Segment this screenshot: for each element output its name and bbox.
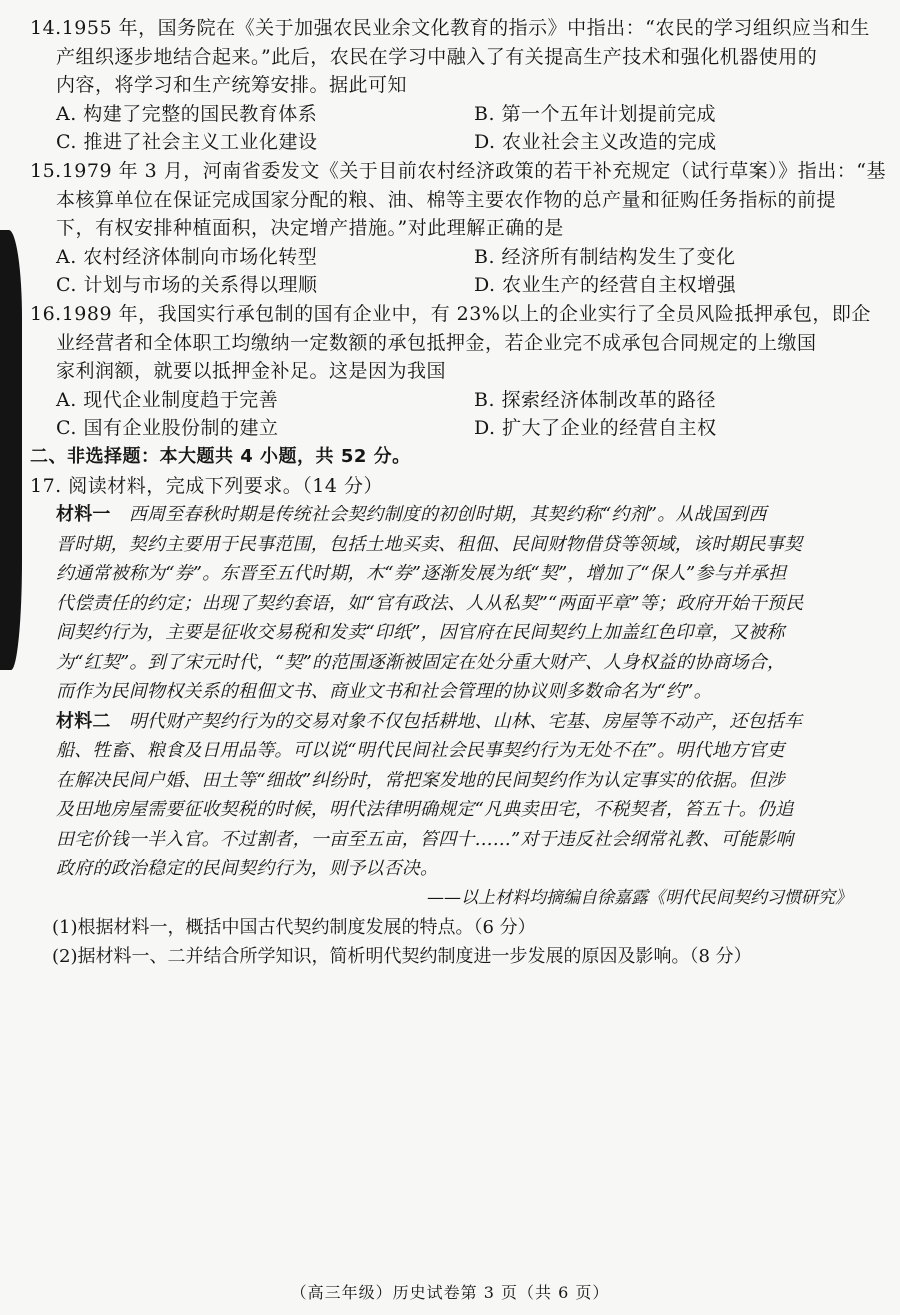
sub-question-2: (2)据材料一、二并结合所学知识，简析明代契约制度进一步发展的原因及影响。（8 分） xyxy=(52,945,752,967)
material-text-line: 代偿责任的约定；出现了契约套语，如“官有政法、人从私契”“两面平章”等；政府开始干预民 xyxy=(56,592,804,614)
options-row xyxy=(30,128,860,157)
material-text-line: 及田地房屋需要征收契税的时候，明代法律明确规定“凡典卖田宅，不税契者，笞五十。仍追 xyxy=(56,799,794,821)
material-text-line: 政府的政治稳定的民间契约行为，则予以否决。 xyxy=(56,858,439,880)
material-text-line: 而作为民间物权关系的租佃文书、商业文书和社会管理的协议则多数命名为“约”。 xyxy=(56,681,712,703)
material-text-line: 晋时期，契约主要用于民事范围，包括土地买卖、租佃、民间财物借贷等领域，该时期民事契 xyxy=(56,533,803,555)
option-a: A. 农村经济体制向市场化转型 xyxy=(56,245,318,268)
question-stem-line: 业经营者和全体职工均缴纳一定数额的承包抵押金，若企业完不成承包合同规定的上缴国 xyxy=(56,331,817,354)
question-stem-line: 本核算单位在保证完成国家分配的粮、油、棉等主要农作物的总产量和征购任务指标的前提 xyxy=(56,188,837,211)
option-d: D. 扩大了企业的经营自主权 xyxy=(474,417,717,440)
sub-question-1: (1)根据材料一，概括中国古代契约制度发展的特点。（6 分） xyxy=(52,916,536,938)
page-footer: （高三年级）历史试卷第 3 页（共 6 页） xyxy=(290,1283,610,1302)
question-stem: 17. 阅读材料，完成下列要求。（14 分） xyxy=(30,474,383,497)
option-c: C. 国有企业股份制的建立 xyxy=(56,417,279,440)
material-text-line: 西周至春秋时期是传统社会契约制度的初创时期，其契约称“约剂”。从战国到西 xyxy=(128,504,767,526)
question-stem-line: 内容，将学习和生产统筹安排。据此可知 xyxy=(56,74,408,97)
question-stem-line: 家利润额，就要以抵押金补足。这是因为我国 xyxy=(56,360,447,383)
material-text-line: 间契约行为，主要是征收交易税和发卖“印纸”，因官府在民间契约上加盖红色印章，又被称 xyxy=(56,622,785,644)
question-14 xyxy=(30,14,870,157)
material-two xyxy=(30,707,860,884)
question-stem-line: 产组织逐步地结合起来。”此后，农民在学习中融入了有关提高生产技术和强化机器使用的 xyxy=(56,45,818,68)
material-text-line: 约通常被称为“券”。东晋至五代时期，木“券”逐渐发展为纸“契”，增加了“保人”参与并承担 xyxy=(56,563,787,585)
material-text-line: 在解决民间户婚、田土等“细故”纠纷时，常把案发地的民间契约作为认定事实的依据。但涉 xyxy=(56,769,785,791)
material-text-line: 田宅价钱一半入官。不过割者，一亩至五亩，笞四十……”对于违反社会纲常礼教、可能影响 xyxy=(56,828,794,850)
scan-shadow xyxy=(0,230,22,670)
question-stem-line: 下，有权安排种植面积，决定增产措施。”对此理解正确的是 xyxy=(56,217,564,240)
option-d: D. 农业社会主义改造的完成 xyxy=(474,131,717,154)
question-stem-line: 16.1989 年，我国实行承包制的国有企业中，有 23%以上的企业实行了全员风险抵押承包，即企 xyxy=(30,302,871,325)
question-stem-line: 15.1979 年 3 月，河南省委发文《关于目前农村经济政策的若干补充规定（试行草案）》指出：“基 xyxy=(30,159,886,182)
options-row xyxy=(30,100,860,129)
option-d: D. 农业生产的经营自主权增强 xyxy=(474,274,737,297)
option-b: B. 第一个五年计划提前完成 xyxy=(474,102,717,125)
options-row xyxy=(30,414,860,443)
section-heading: 二、非选择题：本大题共 4 小题，共 52 分。 xyxy=(30,445,411,467)
exam-page xyxy=(30,14,886,971)
material-text-line: 明代财产契约行为的交易对象不仅包括耕地、山林、宅基、房屋等不动产，还包括车 xyxy=(128,710,803,732)
question-17 xyxy=(30,472,860,971)
option-b: B. 探索经济体制改革的路径 xyxy=(474,388,717,411)
options-row xyxy=(30,386,860,415)
question-stem-line: 14.1955 年，国务院在《关于加强农民业余文化教育的指示》中指出：“农民的学习组织应当和生 xyxy=(30,17,870,39)
option-c: C. 推进了社会主义工业化建设 xyxy=(56,131,318,154)
option-b: B. 经济所有制结构发生了变化 xyxy=(474,245,736,268)
question-16 xyxy=(30,300,871,443)
material-source: ——以上材料均摘编自徐嘉露《明代民间契约习惯研究》 xyxy=(427,887,852,908)
material-text-line: 船、牲畜、粮食及日用品等。可以说“明代民间社会民事契约行为无处不在”。明代地方官吏 xyxy=(56,740,785,762)
material-label: 材料二 xyxy=(56,710,111,732)
options-row xyxy=(30,271,860,300)
options-row xyxy=(30,243,860,272)
material-one xyxy=(30,500,860,707)
option-a: A. 构建了完整的国民教育体系 xyxy=(56,102,318,125)
option-a: A. 现代企业制度趋于完善 xyxy=(56,388,279,411)
question-15 xyxy=(30,157,886,300)
option-c: C. 计划与市场的关系得以理顺 xyxy=(56,274,318,297)
material-text-line: 为“红契”。到了宋元时代，“契”的范围逐渐被固定在处分重大财产、人身权益的协商场合， xyxy=(56,651,786,673)
material-label: 材料一 xyxy=(56,504,111,526)
